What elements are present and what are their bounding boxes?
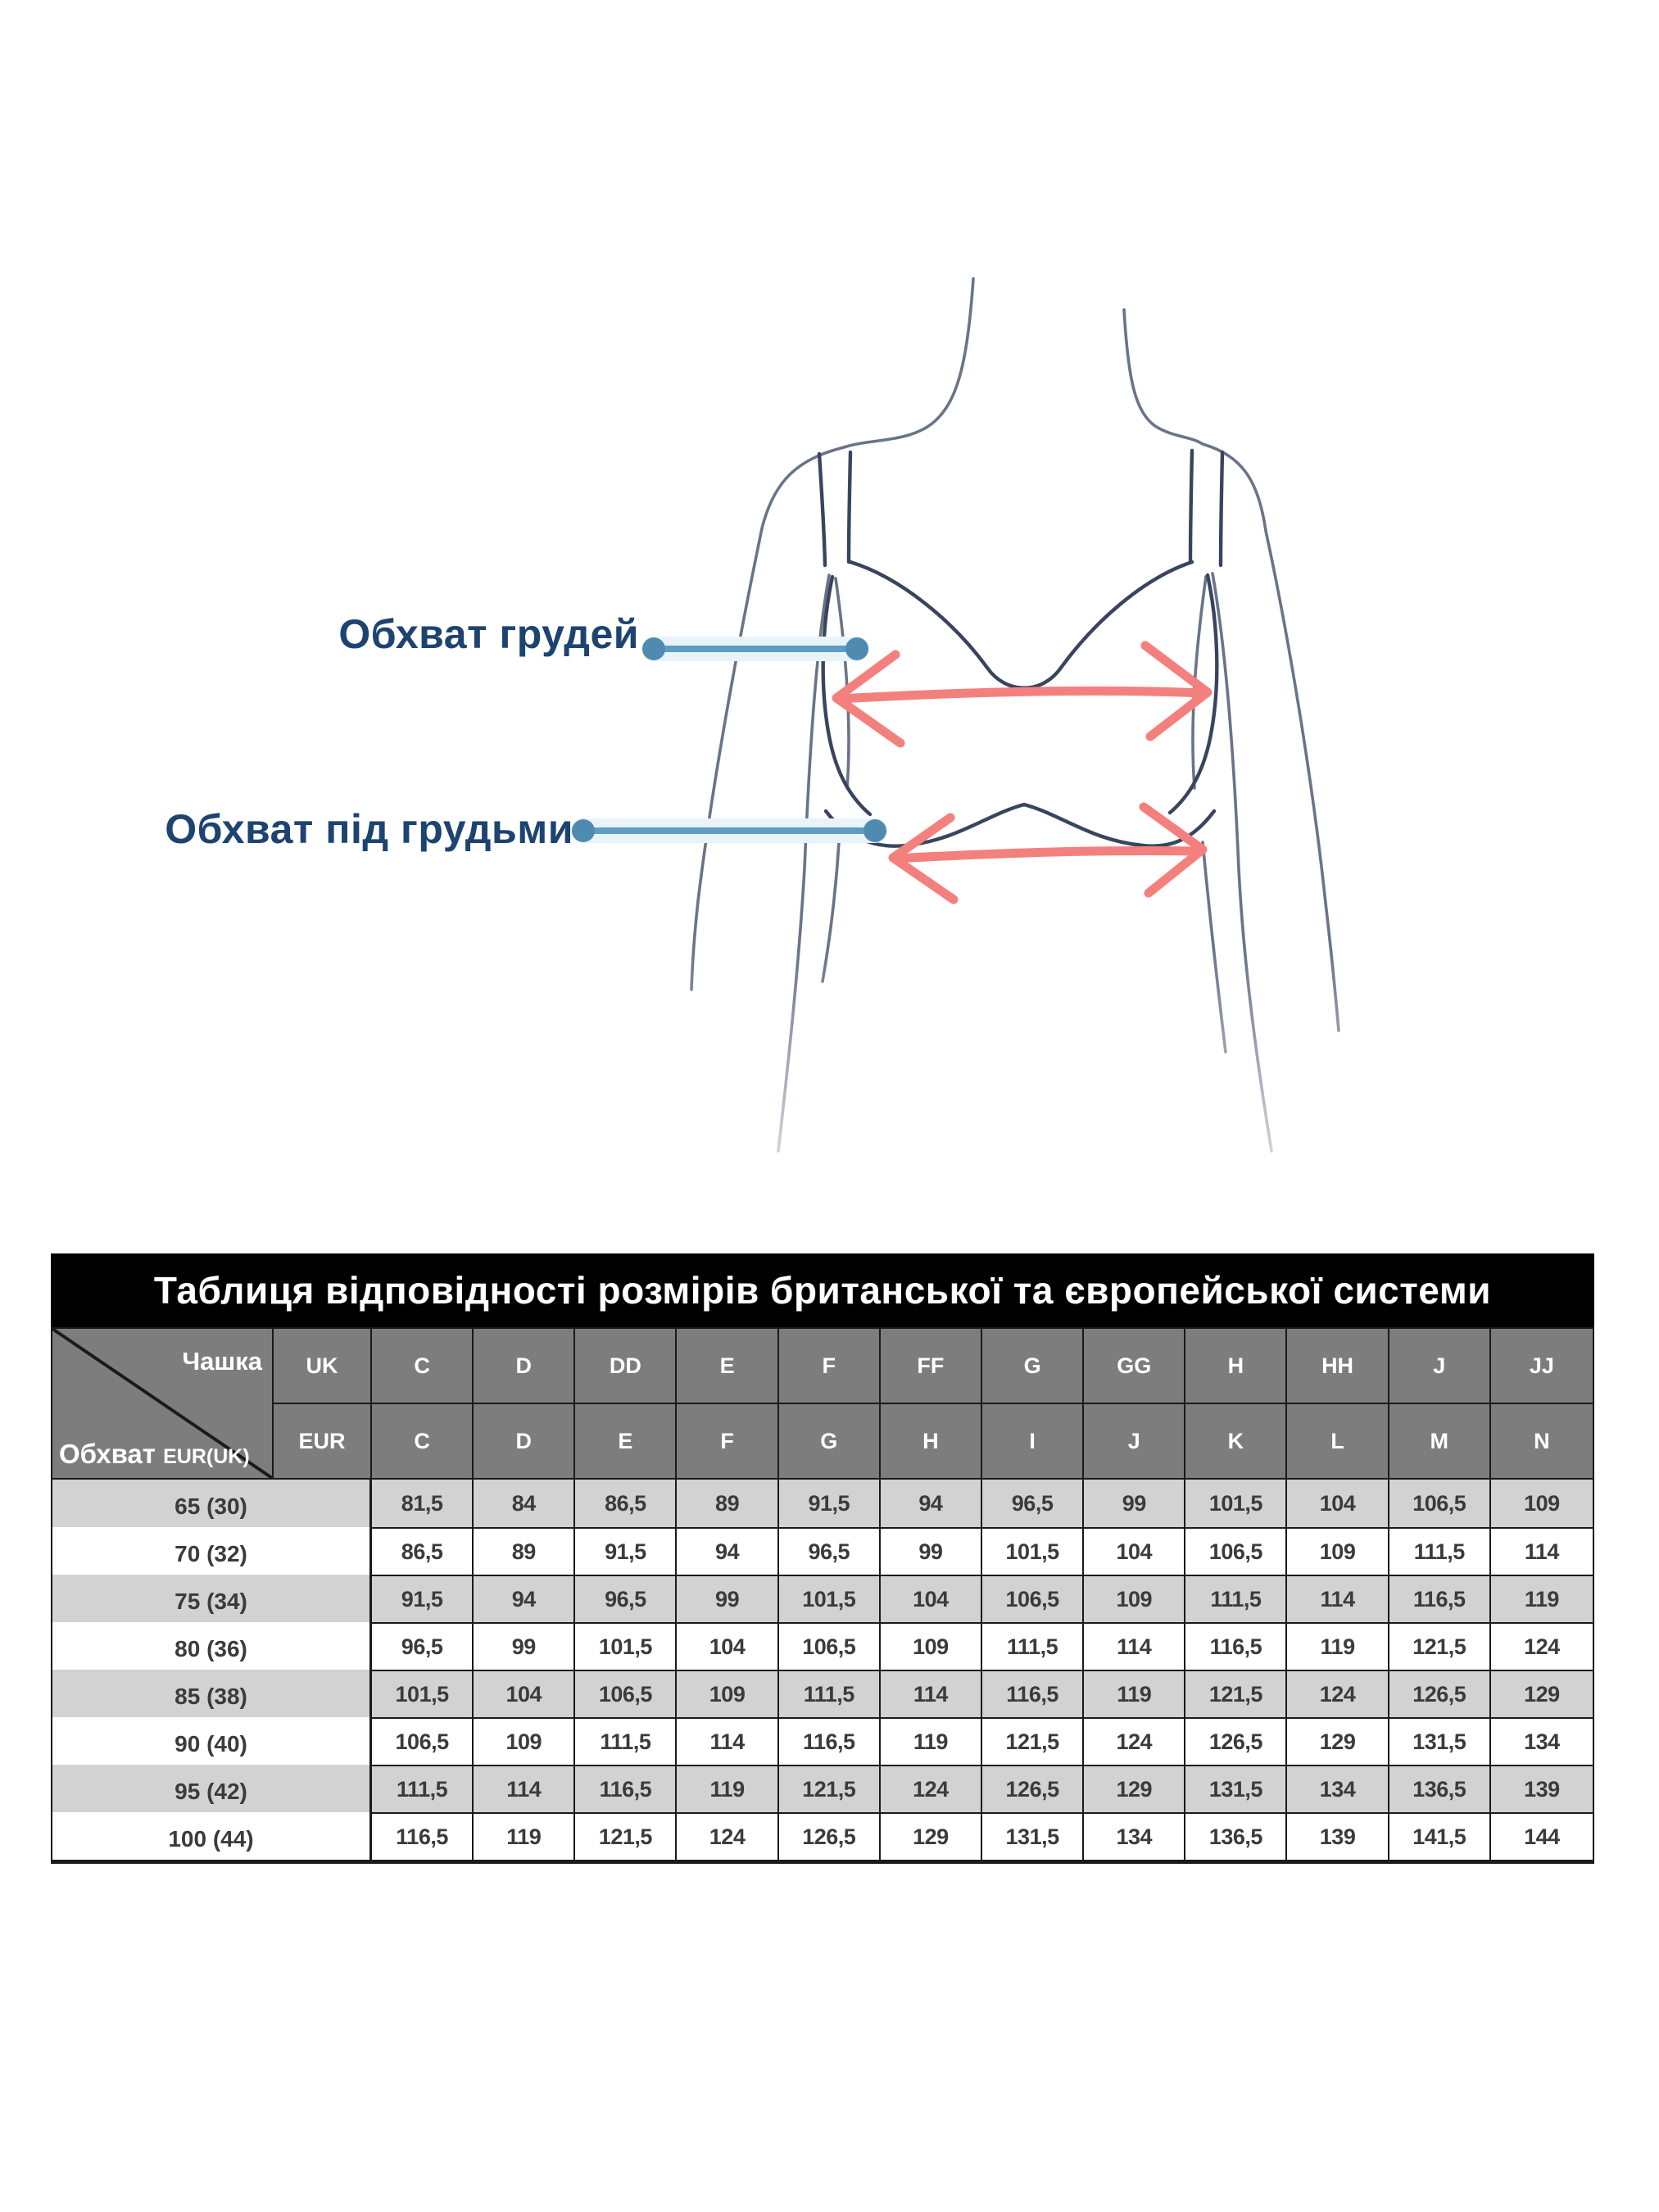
size-cell: 141,5 (1389, 1812, 1491, 1860)
size-cell: 111,5 (1389, 1527, 1491, 1575)
size-cell: 109 (1287, 1527, 1389, 1575)
size-cell: 119 (1491, 1575, 1593, 1622)
table-row (52, 1527, 1593, 1575)
uk-cup-g: G (982, 1329, 1084, 1404)
size-cell: 104 (1287, 1480, 1389, 1527)
uk-cup-ff: FF (881, 1329, 982, 1404)
eur-cup-c: C (372, 1404, 474, 1480)
size-cell: 121,5 (575, 1812, 677, 1860)
row-size-label: 90 (40) (52, 1717, 372, 1765)
size-cell: 114 (1084, 1622, 1185, 1670)
bra-strap-right-inner (1190, 451, 1192, 562)
size-cell: 111,5 (372, 1765, 474, 1812)
size-cell: 99 (881, 1527, 982, 1575)
size-cell: 101,5 (575, 1622, 677, 1670)
uk-cup-c: C (372, 1329, 474, 1404)
size-cell: 121,5 (982, 1717, 1084, 1765)
size-cell: 91,5 (575, 1527, 677, 1575)
table-row (52, 1575, 1593, 1622)
table-row (52, 1765, 1593, 1812)
size-cell: 111,5 (779, 1670, 881, 1717)
size-cell: 96,5 (575, 1575, 677, 1622)
body-side-left (836, 578, 849, 788)
table-grid (51, 1327, 1594, 1864)
size-cell: 144 (1491, 1812, 1593, 1860)
eur-cup-k: K (1185, 1404, 1287, 1480)
size-cell: 129 (1491, 1670, 1593, 1717)
size-cell: 109 (1524, 1490, 1560, 1516)
figure-fade (623, 950, 1426, 1245)
size-cell: 119 (1287, 1622, 1389, 1670)
size-cell: 116,5 (779, 1717, 881, 1765)
size-cell: 126,5 (982, 1765, 1084, 1812)
eur-cup-h: H (881, 1404, 982, 1480)
underbust-girth-label: Обхват під грудьми (165, 806, 573, 852)
size-cell: 131,5 (1389, 1717, 1491, 1765)
eur-cup-g: G (779, 1404, 881, 1480)
size-cell: 124 (1491, 1622, 1593, 1670)
size-cell: 111,5 (1185, 1575, 1287, 1622)
size-cell: 99 (474, 1622, 575, 1670)
size-cell: 116,5 (575, 1765, 677, 1812)
size-cell: 104 (677, 1622, 778, 1670)
bra-neckline (850, 562, 1192, 688)
size-cell: 139 (1287, 1812, 1389, 1860)
corner-label-girth-systems: EUR(UK) (163, 1445, 250, 1468)
uk-cup-jj: JJ (1491, 1329, 1593, 1404)
size-cell: 99 (677, 1575, 778, 1622)
shoulder-arm-left (691, 447, 844, 990)
size-cell: 114 (881, 1670, 982, 1717)
underbust-callout-dot-right (863, 819, 886, 842)
size-cell: 104 (474, 1670, 575, 1717)
bra-strap-left-inner (849, 452, 850, 562)
eur-cup-d: D (474, 1404, 575, 1480)
chest-arrow-shaft (840, 691, 1204, 699)
size-cell: 91,5 (372, 1575, 474, 1622)
size-cell: 101,5 (779, 1575, 881, 1622)
size-cell: 114 (1287, 1575, 1389, 1622)
size-cell: 86,5 (575, 1480, 677, 1527)
row-size-label: 85 (38) (52, 1670, 372, 1717)
size-cell: 109 (474, 1717, 575, 1765)
row-size-label: 70 (32) (52, 1527, 372, 1575)
size-cell: 139 (1491, 1765, 1593, 1812)
size-cell: 104 (881, 1575, 982, 1622)
eur-cup-l: L (1287, 1404, 1389, 1480)
size-cell: 111,5 (982, 1622, 1084, 1670)
row-size-label: 100 (44) (52, 1812, 372, 1860)
eur-cup-f: F (677, 1404, 778, 1480)
corner-label-girth (59, 1439, 250, 1470)
uk-cup-e: E (677, 1329, 778, 1404)
eur-cup-m: M (1389, 1404, 1491, 1480)
size-cell: 81,5 (372, 1480, 474, 1527)
neck-line-right (1124, 310, 1203, 444)
size-cell: 96,5 (779, 1527, 881, 1575)
uk-cup-h: H (1185, 1329, 1287, 1404)
size-cell: 114 (677, 1717, 778, 1765)
size-cell: 124 (677, 1812, 778, 1860)
row-size-label: 75 (34) (52, 1575, 372, 1622)
size-cell: 131,5 (1185, 1765, 1287, 1812)
size-cell: 104 (1084, 1527, 1185, 1575)
table-header (52, 1329, 1593, 1480)
size-cell: 116,5 (982, 1670, 1084, 1717)
size-cell: 99 (1084, 1480, 1185, 1527)
uk-cup-f: F (779, 1329, 881, 1404)
size-cell: 119 (677, 1765, 778, 1812)
table-body (52, 1480, 1593, 1860)
size-cell: 109 (1084, 1575, 1185, 1622)
size-cell: 134 (1084, 1812, 1185, 1860)
size-cell: 121,5 (1185, 1670, 1287, 1717)
chest-callout-dot-right (845, 637, 868, 660)
corner-label-girth-main: Обхват (59, 1439, 156, 1469)
row-size-label: 80 (36) (52, 1622, 372, 1670)
size-cell: 116,5 (372, 1812, 474, 1860)
size-cell: 106,5 (1185, 1527, 1287, 1575)
table-row (52, 1480, 1593, 1527)
size-cell: 106,5 (779, 1622, 881, 1670)
size-cell: 101,5 (1185, 1480, 1287, 1527)
neck-line-left (844, 279, 973, 447)
table-row (52, 1812, 1593, 1860)
row-size-label: 65 (30) (52, 1480, 372, 1527)
size-cell: 126,5 (779, 1812, 881, 1860)
eur-cup-n: N (1491, 1404, 1593, 1480)
size-cell: 106,5 (372, 1717, 474, 1765)
chest-callout-dot-left (642, 637, 665, 660)
size-cell: 136,5 (1185, 1812, 1287, 1860)
size-cell: 111,5 (575, 1717, 677, 1765)
size-cell: 96,5 (372, 1622, 474, 1670)
eur-system-cell: EUR (274, 1404, 372, 1480)
uk-cup-j: J (1389, 1329, 1491, 1404)
table-row (52, 1622, 1593, 1670)
size-cell: 106,5 (1389, 1480, 1491, 1527)
size-cell: 134 (1287, 1765, 1389, 1812)
table-title: Таблиця відповідності розмірів британської та європейської системи (51, 1253, 1594, 1327)
size-cell: 129 (1287, 1717, 1389, 1765)
size-cell: 124 (1287, 1670, 1389, 1717)
size-cell: 106,5 (982, 1575, 1084, 1622)
size-cell: 86,5 (372, 1527, 474, 1575)
eur-cup-j: J (1084, 1404, 1185, 1480)
size-cell: 91,5 (779, 1480, 881, 1527)
corner-cell (52, 1329, 274, 1480)
uk-cup-d: D (474, 1329, 575, 1404)
size-cell: 89 (474, 1527, 575, 1575)
size-cell: 121,5 (779, 1765, 881, 1812)
size-cell: 126,5 (1389, 1670, 1491, 1717)
uk-system-cell: UK (274, 1329, 372, 1404)
size-cell: 119 (474, 1812, 575, 1860)
row-size-label: 95 (42) (52, 1765, 372, 1812)
size-cell: 134 (1491, 1717, 1593, 1765)
size-cell: 121,5 (1389, 1622, 1491, 1670)
size-cell: 94 (677, 1527, 778, 1575)
size-cell: 126,5 (1185, 1717, 1287, 1765)
table-row (52, 1670, 1593, 1717)
size-cell: 119 (1084, 1670, 1185, 1717)
size-cell: 129 (1084, 1765, 1185, 1812)
chest-girth-label: Обхват грудей (338, 611, 639, 657)
size-cell: 129 (881, 1812, 982, 1860)
size-cell: 106,5 (575, 1670, 677, 1717)
size-cell: 119 (881, 1717, 982, 1765)
underbust-callout-dot-left (572, 819, 595, 842)
size-cell: 136,5 (1389, 1765, 1491, 1812)
size-cell: 109 (881, 1622, 982, 1670)
size-cell: 89 (677, 1480, 778, 1527)
size-cell: 96,5 (982, 1480, 1084, 1527)
size-cell: 114 (474, 1765, 575, 1812)
eur-cup-e: E (575, 1404, 677, 1480)
size-table (51, 1253, 1594, 1864)
size-cell: 101,5 (372, 1670, 474, 1717)
size-cell: 94 (474, 1575, 575, 1622)
size-cell: 116,5 (1389, 1575, 1491, 1622)
size-cell: 131,5 (982, 1812, 1084, 1860)
size-cell: 124 (1084, 1717, 1185, 1765)
uk-cup-dd: DD (575, 1329, 677, 1404)
shoulder-arm-right (1203, 444, 1339, 1031)
size-cell: 116,5 (1185, 1622, 1287, 1670)
uk-cup-gg: GG (1084, 1329, 1185, 1404)
underbust-arrow-shaft (895, 850, 1200, 859)
bra-strap-left-outer (819, 454, 825, 565)
uk-cup-hh: HH (1287, 1329, 1389, 1404)
size-cell: 94 (881, 1480, 982, 1527)
size-cell: 109 (677, 1670, 778, 1717)
size-cell: 114 (1491, 1527, 1593, 1575)
bra-strap-right-outer (1221, 452, 1222, 565)
eur-cup-i: I (982, 1404, 1084, 1480)
corner-label-cup: Чашка (182, 1347, 262, 1376)
size-cell: 84 (474, 1480, 575, 1527)
table-row (52, 1717, 1593, 1765)
size-cell: 124 (881, 1765, 982, 1812)
size-cell: 101,5 (982, 1527, 1084, 1575)
